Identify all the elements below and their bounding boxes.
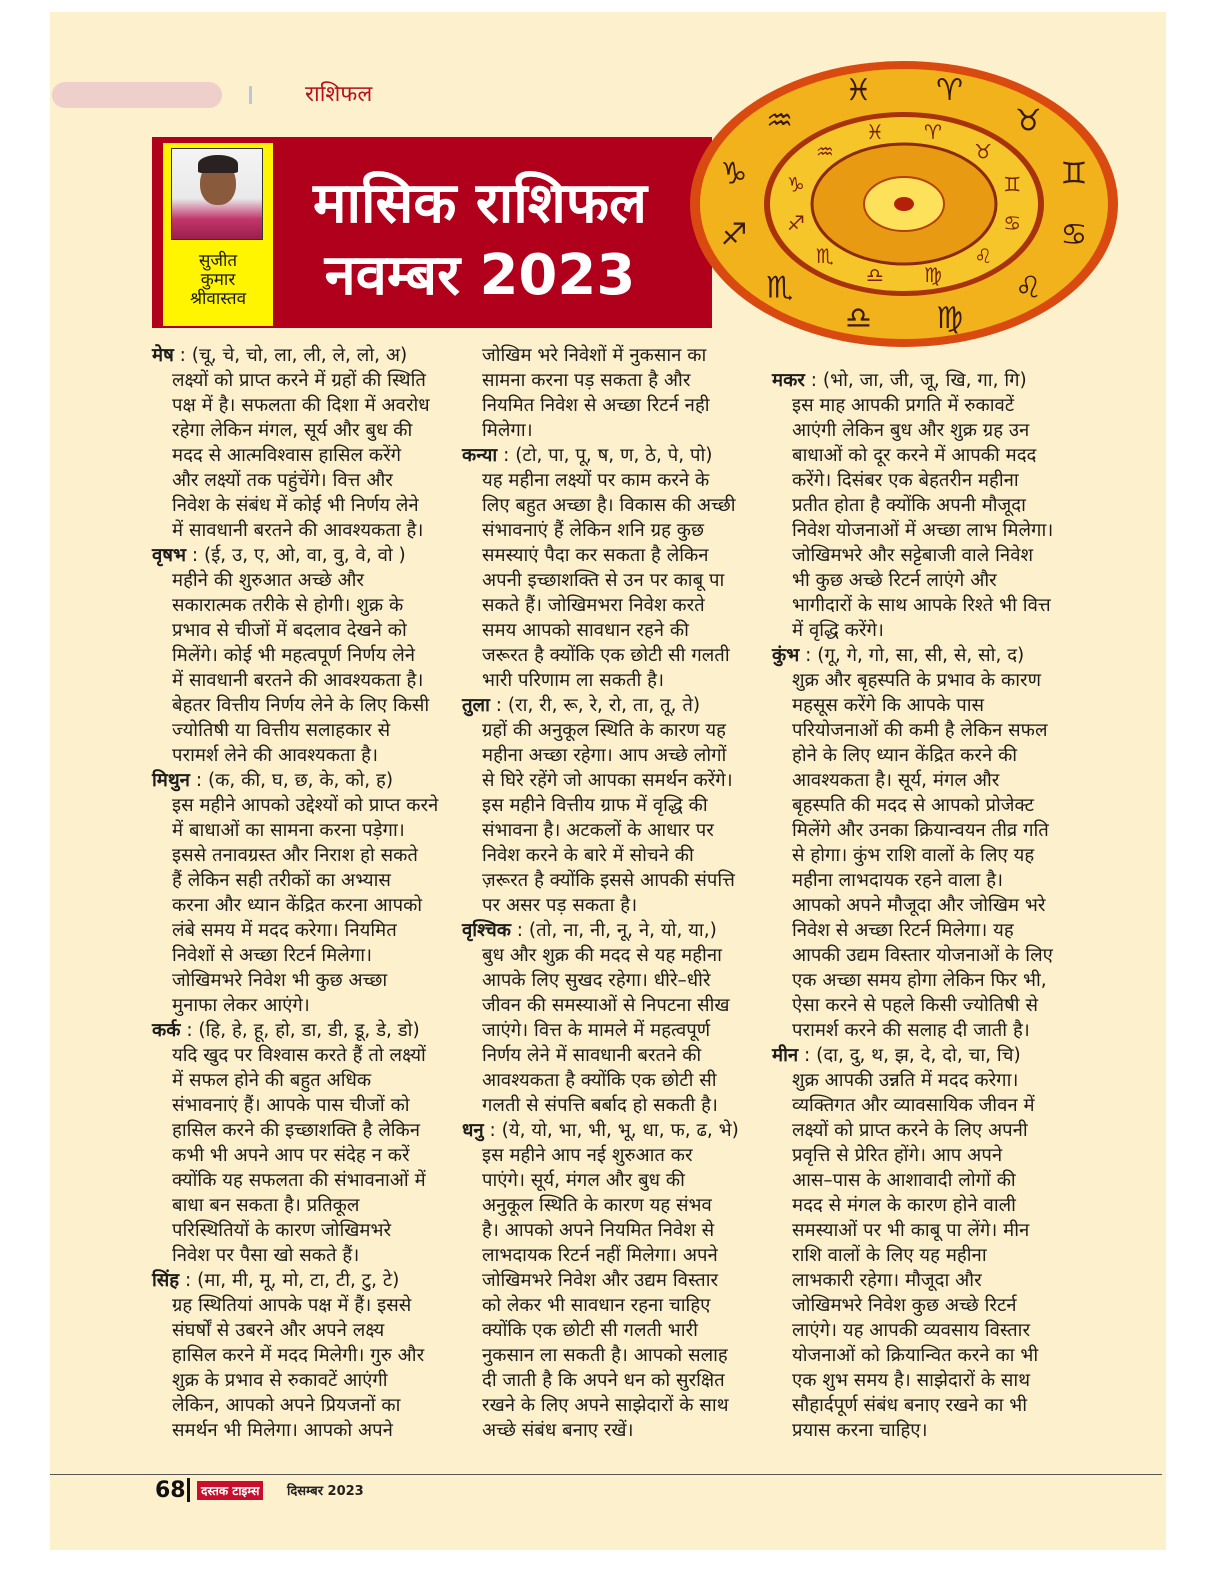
zodiac-symbol-icon: ♍ <box>924 263 942 288</box>
zodiac-symbol-icon: ♊ <box>1003 172 1022 197</box>
zodiac-figure-icon: ♈ <box>936 73 964 109</box>
zodiac-figure-icon: ♊ <box>1060 156 1088 192</box>
text-line: बाधाओं को दूर करने में आपकी मदद <box>792 445 1037 466</box>
footer-rule <box>50 1474 1162 1475</box>
text-line: लक्ष्यों को प्राप्त करने के लिए अपनी <box>792 1120 1028 1141</box>
text-line: जोखिमभरे निवेश और उद्यम विस्तार <box>482 1270 719 1291</box>
text-line: अपनी इच्छाशक्ति से उन पर काबू पा <box>482 570 725 591</box>
sign-name: कुंभ <box>772 645 800 666</box>
sign-name: कर्क <box>152 1020 181 1041</box>
zodiac-figure-icon: ♎ <box>844 300 872 336</box>
text-line: इस महीने वित्तीय ग्राफ में वृद्धि की <box>482 795 708 816</box>
text-line: प्रतीत होता है क्योंकि अपनी मौजूदा <box>792 495 1026 516</box>
sign-name: वृषभ <box>152 545 186 566</box>
sign-heading <box>772 643 1053 668</box>
footer-divider <box>187 1478 190 1502</box>
sign-name: मकर <box>772 370 805 391</box>
zodiac-figure-icon: ♐ <box>720 217 748 253</box>
sign-heading <box>152 1268 438 1293</box>
page-number: 68 <box>155 1478 186 1503</box>
header-separator <box>249 86 252 104</box>
text-line: जोखिम भरे निवेशों में नुकसान का <box>482 345 707 366</box>
text-line: से होगा। कुंभ राशि वालों के लिए यह <box>792 845 1035 866</box>
zodiac-symbol-icon: ♐ <box>786 210 805 235</box>
text-line: ग्रह स्थितियां आपके पक्ष में हैं। इससे <box>172 1295 412 1316</box>
text-line: नुकसान ला सकती है। आपको सलाह <box>482 1345 728 1366</box>
text-line: एक अच्छा समय होगा लेकिन फिर भी, <box>792 970 1047 991</box>
zodiac-wheel-image <box>686 56 1126 351</box>
text-line: पर असर पड़ सकता है। <box>482 895 638 916</box>
zodiac-symbol-icon: ♌ <box>974 243 993 268</box>
sign-name: सिंह <box>152 1270 180 1291</box>
text-line: मदद से आत्मविश्वास हासिल करेंगे <box>172 445 402 466</box>
text-line: निवेश करने के बारे में सोचने की <box>482 845 694 866</box>
text-line: सामना करना पड़ सकता है और <box>482 370 691 391</box>
page-title <box>300 168 660 312</box>
text-line: मिलेंगे। कोई भी महत्वपूर्ण निर्णय लेने <box>172 645 416 666</box>
zodiac-figure-icon: ♑ <box>720 156 748 192</box>
zodiac-figure-icon: ♋ <box>1060 217 1088 253</box>
text-line: जरूरत है क्योंकि एक छोटी सी गलती <box>482 645 730 666</box>
zodiac-symbol-icon: ♉ <box>974 139 993 164</box>
text-line: भारी परिणाम ला सकती है। <box>482 670 664 691</box>
text-line: में सावधानी बरतने की आवश्यकता है। <box>172 670 424 691</box>
sign-name: तुला <box>462 695 490 716</box>
zodiac-symbol-icon: ♒ <box>815 139 834 164</box>
title-line: मासिक राशिफल <box>313 171 647 236</box>
sign-heading <box>772 368 1053 393</box>
text-line: जाएंगे। वित्त के मामले में महत्वपूर्ण <box>482 1020 711 1041</box>
text-line: निवेश पर पैसा खो सकते हैं। <box>172 1245 360 1266</box>
sign-letters: : (ई, उ, ए, ओ, वा, वु, वे, वो ) <box>191 545 406 566</box>
sign-name: कन्या <box>462 445 498 466</box>
text-line: लेकिन, आपको अपने प्रियजनों का <box>172 1395 401 1416</box>
text-line: में सावधानी बरतने की आवश्यकता है। <box>172 520 424 541</box>
text-line: क्योंकि यह सफलता की संभावनाओं में <box>172 1170 426 1191</box>
text-line: मिलेगा। <box>482 420 533 441</box>
sign-letters: : (दा, दु, थ, झ, दे, दो, चा, चि) <box>804 1045 1021 1066</box>
text-line: महीना लाभदायक रहने वाला है। <box>792 870 1004 891</box>
sign-heading <box>772 1043 1053 1068</box>
sign-letters: : (चू, चे, चो, ला, ली, ले, लो, अ) <box>179 345 408 366</box>
text-line: लाभदायक रिटर्न नहीं मिलेगा। अपने <box>482 1245 718 1266</box>
zodiac-symbol-icon: ♎ <box>866 263 884 288</box>
sun-core-icon <box>894 197 914 211</box>
zodiac-figure-icon: ♓ <box>844 73 872 109</box>
text-line: संभावनाएं हैं लेकिन शनि ग्रह कुछ <box>482 520 704 541</box>
text-line: परियोजनाओं की कमी है लेकिन सफल <box>792 720 1048 741</box>
text-line: इस माह आपकी प्रगति में रुकावटें <box>792 395 1015 416</box>
text-line: भागीदारों के साथ आपके रिश्ते भी वित्त <box>792 595 1051 616</box>
text-line: नियमित निवेश से अच्छा रिटर्न नही <box>482 395 710 416</box>
sign-letters: : (तो, ना, नी, नू, ने, यो, या,) <box>516 920 717 941</box>
text-line: आवश्यकता है। सूर्य, मंगल और <box>792 770 1000 791</box>
text-line: भी कुछ अच्छे रिटर्न लाएंगे और <box>792 570 997 591</box>
text-line: लक्ष्यों को प्राप्त करने में ग्रहों की स्थिति <box>172 370 426 391</box>
title-line: नवम्बर 2023 <box>324 243 636 308</box>
author-name-line: सुजीत <box>198 251 238 271</box>
text-line: में बाधाओं का सामना करना पड़ेगा। <box>172 820 405 841</box>
text-line: लंबे समय में मदद करेगा। नियमित <box>172 920 397 941</box>
text-line: इस महीने आपको उद्देश्यों को प्राप्त करने <box>172 795 439 816</box>
zodiac-figure-icon: ♉ <box>1014 103 1042 139</box>
text-line: पक्ष में है। सफलता की दिशा में अवरोध <box>172 395 430 416</box>
sign-heading <box>462 443 739 468</box>
text-line: हैं लेकिन सही तरीकों का अभ्यास <box>172 870 391 891</box>
text-line: इससे तनावग्रस्त और निराश हो सकते <box>172 845 418 866</box>
text-line: प्रयास करना चाहिए। <box>792 1420 928 1441</box>
text-line: यह महीना लक्ष्यों पर काम करने के <box>482 470 710 491</box>
text-line: सौहार्दपूर्ण संबंध बनाए रखने का भी <box>792 1395 1028 1416</box>
text-line: यदि खुद पर विश्वास करते हैं तो लक्ष्यों <box>172 1045 426 1066</box>
text-line: हासिल करने की इच्छाशक्ति है लेकिन <box>172 1120 421 1141</box>
sign-name: मिथुन <box>152 770 190 791</box>
text-line: आएंगी लेकिन बुध और शुक्र ग्रह उन <box>792 420 1030 441</box>
text-line: शुक्र और बृहस्पति के प्रभाव के कारण <box>792 670 1041 691</box>
sign-name: वृश्चिक <box>462 920 511 941</box>
column-1 <box>152 343 438 1443</box>
text-line: जीवन की समस्याओं से निपटना सीख <box>482 995 730 1016</box>
text-line: परामर्श लेने की आवश्यकता है। <box>172 745 379 766</box>
zodiac-symbol-icon: ♈ <box>924 120 942 145</box>
sign-heading <box>462 1118 739 1143</box>
text-line: समर्थन भी मिलेगा। आपको अपने <box>172 1420 393 1441</box>
zodiac-symbol-icon: ♓ <box>866 120 884 145</box>
text-line: परामर्श करने की सलाह दी जाती है। <box>792 1020 1030 1041</box>
zodiac-figure-icon: ♍ <box>936 300 964 336</box>
text-line: सकते हैं। जोखिमभरा निवेश करते <box>482 595 705 616</box>
issue-date: दिसम्बर 2023 <box>287 1484 364 1499</box>
sign-heading <box>462 918 739 943</box>
magazine-logo: दस्तक टाइम्स <box>197 1481 263 1500</box>
header-pill-decoration <box>52 82 222 108</box>
author-hair <box>198 155 238 173</box>
section-label: राशिफल <box>305 82 373 107</box>
text-line: मुनाफा लेकर आएंगे। <box>172 995 310 1016</box>
text-line: निर्णय लेने में सावधानी बरतने की <box>482 1045 702 1066</box>
text-line: ग्रहों की अनुकूल स्थिति के कारण यह <box>482 720 726 741</box>
text-line: जोखिमभरे निवेश कुछ अच्छे रिटर्न <box>792 1295 1017 1316</box>
text-line: मदद से मंगल के कारण होने वाली <box>792 1195 1016 1216</box>
text-line: परिस्थितियों के कारण जोखिमभरे <box>172 1220 392 1241</box>
sign-letters: : (क, की, घ, छ, के, को, ह) <box>195 770 394 791</box>
zodiac-figure-icon: ♌ <box>1014 270 1042 306</box>
text-line: शुक्र आपकी उन्नति में मदद करेगा। <box>792 1070 1019 1091</box>
zodiac-symbol-icon: ♋ <box>1003 210 1022 235</box>
text-line: संभावनाएं हैं। आपके पास चीजों को <box>172 1095 410 1116</box>
sign-heading <box>462 693 739 718</box>
sign-heading <box>152 343 438 368</box>
zodiac-symbol-icon: ♑ <box>786 172 805 197</box>
text-line: आस–पास के आशावादी लोगों की <box>792 1170 1016 1191</box>
text-line: जोखिमभरे निवेश भी कुछ अच्छा <box>172 970 388 991</box>
text-line: सकारात्मक तरीके से होगी। शुक्र के <box>172 595 404 616</box>
text-line: शुक्र के प्रभाव से रुकावटें आएंगी <box>172 1370 388 1391</box>
text-line: आपकी उद्यम विस्तार योजनाओं के लिए <box>792 945 1053 966</box>
text-line: करेंगे। दिसंबर एक बेहतरीन महीना <box>792 470 1019 491</box>
text-line: महसूस करेंगे कि आपके पास <box>792 695 985 716</box>
sign-letters: : (ये, यो, भा, भी, भू, धा, फ, ढ, भे) <box>489 1120 739 1141</box>
sign-name: धनु <box>462 1120 484 1141</box>
text-line: संघर्षों से उबरने और अपने लक्ष्य <box>172 1320 385 1341</box>
sign-name: मेष <box>152 345 174 366</box>
text-line: बृहस्पति की मदद से आपको प्रोजेक्ट <box>792 795 1034 816</box>
text-line: प्रवृत्ति से प्रेरित होंगे। आप अपने <box>792 1145 1003 1166</box>
author-name-line: कुमार <box>200 270 236 290</box>
column-3 <box>772 368 1053 1443</box>
text-line: प्रभाव से चीजों में बदलाव देखने को <box>172 620 407 641</box>
zodiac-symbol-icon: ♏ <box>815 243 834 268</box>
zodiac-figure-icon: ♒ <box>766 103 794 139</box>
text-line: समस्याएं पैदा कर सकता है लेकिन <box>482 545 709 566</box>
text-line: आवश्यकता है क्योंकि एक छोटी सी <box>482 1070 717 1091</box>
text-line: मिलेंगे और उनका क्रियान्वयन तीव्र गति <box>792 820 1049 841</box>
sign-name: मीन <box>772 1045 799 1066</box>
sign-letters: : (मा, मी, मू, मो, टा, टी, टु, टे) <box>185 1270 400 1291</box>
text-line: समय आपको सावधान रहने की <box>482 620 689 641</box>
sign-letters: : (गू, गे, गो, सा, सी, से, सो, द) <box>805 645 1025 666</box>
text-line: ज़रूरत है क्योंकि इससे आपकी संपत्ति <box>482 870 735 891</box>
zodiac-figure-icon: ♏ <box>766 270 794 306</box>
text-line: संभावना है। अटकलों के आधार पर <box>482 820 714 841</box>
text-line: है। आपको अपने नियमित निवेश से <box>482 1220 715 1241</box>
text-line: से घिरे रहेंगे जो आपका समर्थन करेंगे। <box>482 770 733 791</box>
text-line: क्योंकि एक छोटी सी गलती भारी <box>482 1320 698 1341</box>
text-line: पाएंगे। सूर्य, मंगल और बुध की <box>482 1170 685 1191</box>
text-line: लाएंगे। यह आपकी व्यवसाय विस्तार <box>792 1320 1031 1341</box>
text-line: बेहतर वित्तीय निर्णय लेने के लिए किसी <box>172 695 430 716</box>
text-line: महीने की शुरुआत अच्छे और <box>172 570 364 591</box>
text-line: गलती से संपत्ति बर्बाद हो सकती है। <box>482 1095 718 1116</box>
text-line: दी जाती है कि अपने धन को सुरक्षित <box>482 1370 725 1391</box>
text-line: महीना अच्छा रहेगा। आप अच्छे लोगों <box>482 745 727 766</box>
text-line: बुध और शुक्र की मदद से यह महीना <box>482 945 722 966</box>
text-line: और लक्ष्यों तक पहुंचेंगे। वित्त और <box>172 470 393 491</box>
text-line: निवेश योजनाओं में अच्छा लाभ मिलेगा। <box>792 520 1054 541</box>
sign-heading <box>152 1018 438 1043</box>
text-line: रहेगा लेकिन मंगल, सूर्य और बुध की <box>172 420 413 441</box>
text-line: लिए बहुत अच्छा है। विकास की अच्छी <box>482 495 736 516</box>
text-line: व्यक्तिगत और व्यावसायिक जीवन में <box>792 1095 1035 1116</box>
sign-letters: : (रा, री, रू, रे, रो, ता, तू, ते) <box>495 695 701 716</box>
text-line: में सफल होने की बहुत अधिक <box>172 1070 372 1091</box>
text-line: को लेकर भी सावधान रहना चाहिए <box>482 1295 711 1316</box>
sign-heading <box>152 543 438 568</box>
author-photo <box>171 148 263 240</box>
text-line: बाधा बन सकता है। प्रतिकूल <box>172 1195 360 1216</box>
text-line: एक शुभ समय है। साझेदारों के साथ <box>792 1370 1031 1391</box>
text-line: योजनाओं को क्रियान्वित करने का भी <box>792 1345 1039 1366</box>
text-line: आपके लिए सुखद रहेगा। धीरे–धीरे <box>482 970 711 991</box>
text-line: में वृद्धि करेंगे। <box>792 620 884 641</box>
sign-heading <box>152 768 438 793</box>
text-line: राशि वालों के लिए यह महीना <box>792 1245 987 1266</box>
text-line: जोखिमभरे और सट्टेबाजी वाले निवेश <box>792 545 1034 566</box>
text-line: ज्योतिषी या वित्तीय सलाहकार से <box>172 720 391 741</box>
text-line: हासिल करने में मदद मिलेगी। गुरु और <box>172 1345 425 1366</box>
text-line: ऐसा करने से पहले किसी ज्योतिषी से <box>792 995 1038 1016</box>
text-line: निवेशों से अच्छा रिटर्न मिलेगा। <box>172 945 373 966</box>
sign-letters: : (टो, पा, पू, ष, ण, ठे, पे, पो) <box>503 445 713 466</box>
text-line: समस्याओं पर भी काबू पा लेंगे। मीन <box>792 1220 1030 1241</box>
column-2 <box>462 343 739 1443</box>
author-name-line: श्रीवास्तव <box>189 289 247 309</box>
text-line: करना और ध्यान केंद्रित करना आपको <box>172 895 423 916</box>
sign-letters: : (हि, हे, हू, हो, डा, डी, डू, डे, डो) <box>186 1020 420 1041</box>
text-line: आपको अपने मौजूदा और जोखिम भरे <box>792 895 1046 916</box>
text-line: निवेश के संबंध में कोई भी निर्णय लेने <box>172 495 419 516</box>
text-line: इस महीने आप नई शुरुआत कर <box>482 1145 693 1166</box>
text-line: लाभकारी रहेगा। मौजूदा और <box>792 1270 982 1291</box>
text-line: अनुकूल स्थिति के कारण यह संभव <box>482 1195 712 1216</box>
text-line: होने के लिए ध्यान केंद्रित करने की <box>792 745 1018 766</box>
text-line: अच्छे संबंध बनाए रखें। <box>482 1420 634 1441</box>
text-line: निवेश से अच्छा रिटर्न मिलेगा। यह <box>792 920 1014 941</box>
author-name <box>163 252 273 309</box>
sign-letters: : (भो, जा, जी, जू, खि, गा, गि) <box>810 370 1027 391</box>
text-line: रखने के लिए अपने साझेदारों के साथ <box>482 1395 729 1416</box>
text-line: कभी भी अपने आप पर संदेह न करें <box>172 1145 410 1166</box>
